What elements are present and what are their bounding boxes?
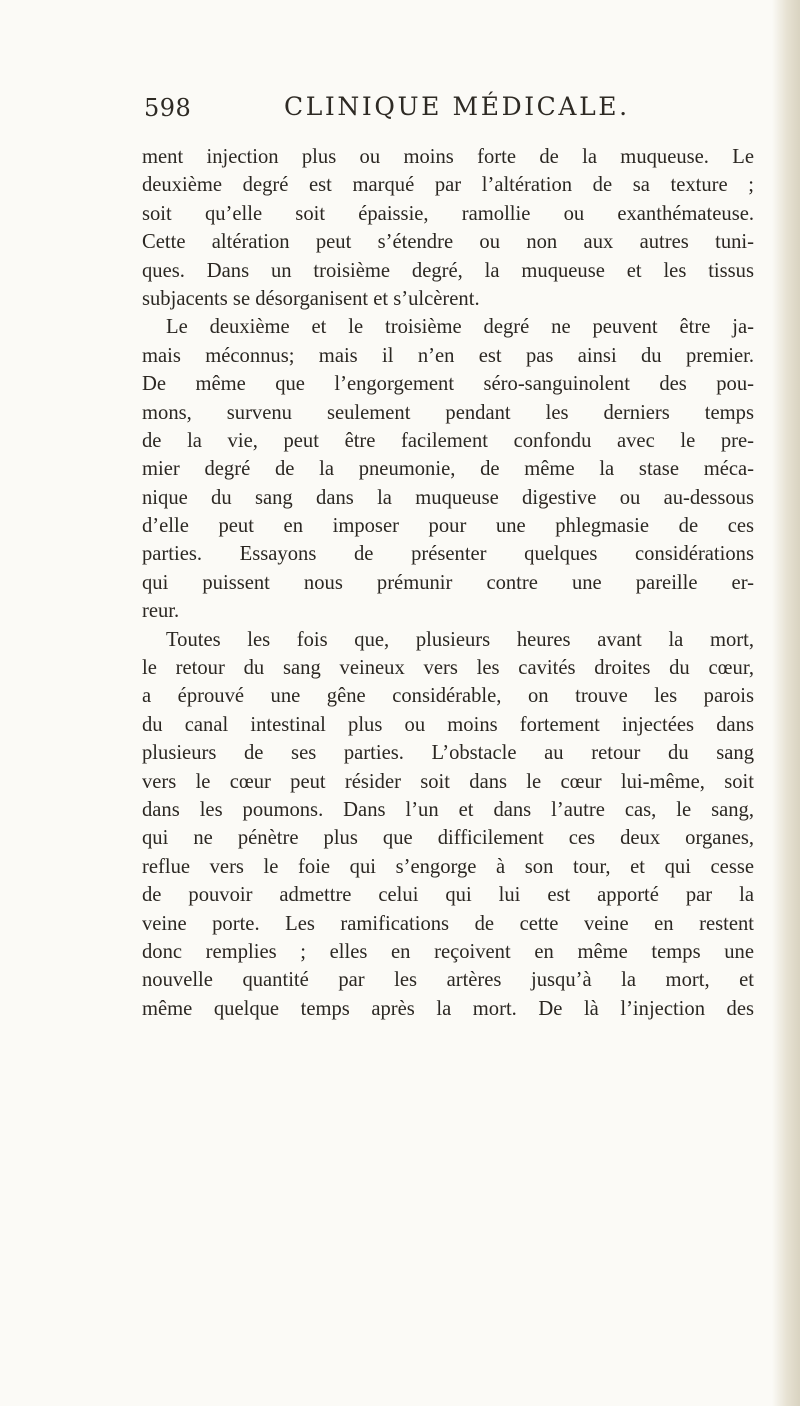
text-line: de la vie, peut être facilement confondu avec le pre- [142,429,754,452]
running-title: CLINIQUE MÉDICALE. [284,92,630,121]
text-line: De même que l’engorgement séro-sanguinolent des pou- [142,373,754,396]
text-line: nique du sang dans la muqueuse digestive ou au-dessous [142,486,754,509]
text-line: reflue vers le foie qui s’engorge à son tour, et qui cesse [142,855,754,878]
text-line: vers le cœur peut résider soit dans le cœur lui-même, soit [142,770,754,793]
text-line: deuxième degré est marqué par l’altération de sa texture ; [142,174,754,197]
text-line: parties. Essayons de présenter quelques considérations [142,543,754,566]
text-line: ques. Dans un troisième degré, la muqueuse et les tissus [142,259,754,282]
text-line: plusieurs de ses parties. L’obstacle au retour du sang [142,742,754,765]
text-line: mais méconnus; mais il n’en est pas ainsi du premier. [142,344,754,367]
page-edge-shadow [772,0,800,1406]
text-line: qui puissent nous prémunir contre une pareille er- [142,571,754,594]
text-line: dans les poumons. Dans l’un et dans l’autre cas, le sang, [142,798,754,821]
text-line: reur. [142,600,180,623]
text-line: de pouvoir admettre celui qui lui est apporté par la [142,884,754,907]
text-line: même quelque temps après la mort. De là l’injection des [142,997,754,1020]
text-line: donc remplies ; elles en reçoivent en même temps une [142,940,754,963]
text-line: veine porte. Les ramifications de cette veine en restent [142,912,754,935]
text-line: Le deuxième et le troisième degré ne peuvent être ja- [166,316,754,339]
page-header [144,90,764,130]
text-line: a éprouvé une gêne considérable, on trouve les parois [142,685,754,708]
page-number: 598 [144,94,192,122]
body-text [142,143,754,1023]
text-line: nouvelle quantité par les artères jusqu’à la mort, et [142,969,754,992]
text-line: ment injection plus ou moins forte de la muqueuse. Le [142,146,754,168]
text-line: du canal intestinal plus ou moins fortement injectées dans [142,713,754,736]
text-line: soit qu’elle soit épaissie, ramollie ou exanthémateuse. [142,202,754,225]
text-line: mier degré de la pneumonie, de même la stase méca- [142,458,754,481]
text-line: d’elle peut en imposer pour une phlegmasie de ces [142,515,754,538]
text-line: qui ne pénètre plus que difficilement ces deux organes, [142,827,754,850]
text-line: subjacents se désorganisent et s’ulcèrent. [142,287,480,310]
text-line: mons, survenu seulement pendant les derniers temps [142,401,754,424]
text-line: Toutes les fois que, plusieurs heures avant la mort, [166,628,754,651]
text-line: le retour du sang veineux vers les cavités droites du cœur, [142,657,754,680]
text-line: Cette altération peut s’étendre ou non aux autres tuni- [142,231,754,254]
